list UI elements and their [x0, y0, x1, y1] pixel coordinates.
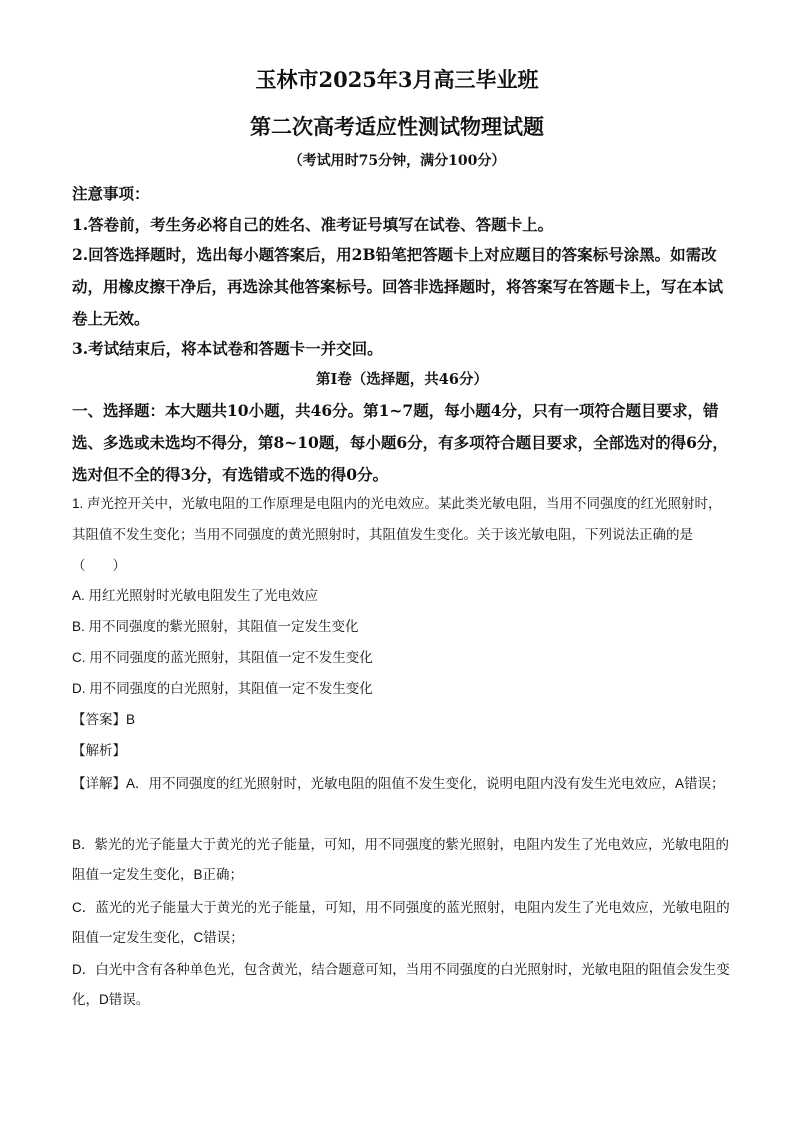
section-instructions: 一、选择题：本大题共10小题，共46分。第1~7题，每小题4分，只有一项符合题目要求，错选、多选或未选均不得分，第8~10题，每小题6分，有多项符合题目要求，全部选对的得6分，选对但不全的得3分，有选错或不选的得0分。 [72, 401, 728, 484]
exam-title-line1: 玉林市2025年3月高三毕业班 [255, 67, 539, 92]
question-1-option-d: D. 用不同强度的白光照射，其阻值一定不发生变化 [72, 681, 373, 696]
exam-subtitle: （考试用时75分钟，满分100分） [288, 153, 506, 169]
section-title: 第Ⅰ卷（选择题，共46分） [316, 371, 488, 388]
question-1-option-c: C. 用不同强度的蓝光照射，其阻值一定不发生变化 [72, 650, 373, 665]
notice-item-3: 3.考试结束后，将本试卷和答题卡一并交回。 [72, 339, 383, 358]
answer-label: 【答案】B [72, 712, 136, 727]
notice-item-1: 1.答卷前，考生务必将自己的姓名、准考证号填写在试卷、答题卡上。 [72, 215, 554, 234]
question-1-option-a: A. 用红光照射时光敏电阻发生了光电效应 [72, 588, 319, 603]
analysis-paragraph-a: 【详解】A．用不同强度的红光照射时，光敏电阻的阻值不发生变化，说明电阻内没有发生光电效应，A错误； [72, 776, 725, 791]
question-1-option-b: B. 用不同强度的紫光照射，其阻值一定发生变化 [72, 619, 359, 634]
analysis-label: 【解析】 [72, 743, 126, 758]
analysis-paragraph-b: B．紫光的光子能量大于黄光的光子能量，可知，用不同强度的紫光照射，电阻内发生了光电效应，光敏电阻的阻值一定发生变化，B正确； [72, 837, 730, 882]
question-1-stem: 1. 声光控开关中，光敏电阻的工作原理是电阻内的光电效应。某此类光敏电阻，当用不同强度的红光照射时，其阻值不发生变化；当用不同强度的黄光照射时，其阻值发生变化。关于该光敏电阻，下列说法正确的是（ ） [72, 496, 722, 573]
notice-item-2: 2.回答选择题时，选出每小题答案后，用2B铅笔把答题卡上对应题目的答案标号涂黑。如需改动，用橡皮擦干净后，再选涂其他答案标号。回答非选择题时，将答案写在答题卡上，写在本试卷上无效。 [72, 245, 724, 328]
analysis-paragraph-c: C．蓝光的光子能量大于黄光的光子能量，可知，用不同强度的蓝光照射，电阻内发生了光电效应，光敏电阻的阻值一定发生变化，C错误； [72, 900, 730, 945]
exam-title-line2: 第二次高考适应性测试物理试题 [250, 114, 544, 139]
analysis-paragraph-d: D．白光中含有各种单色光，包含黄光，结合题意可知，当用不同强度的白光照射时，光敏电阻的阻值会发生变化，D错误。 [72, 962, 730, 1007]
notice-heading: 注意事项： [72, 184, 150, 203]
